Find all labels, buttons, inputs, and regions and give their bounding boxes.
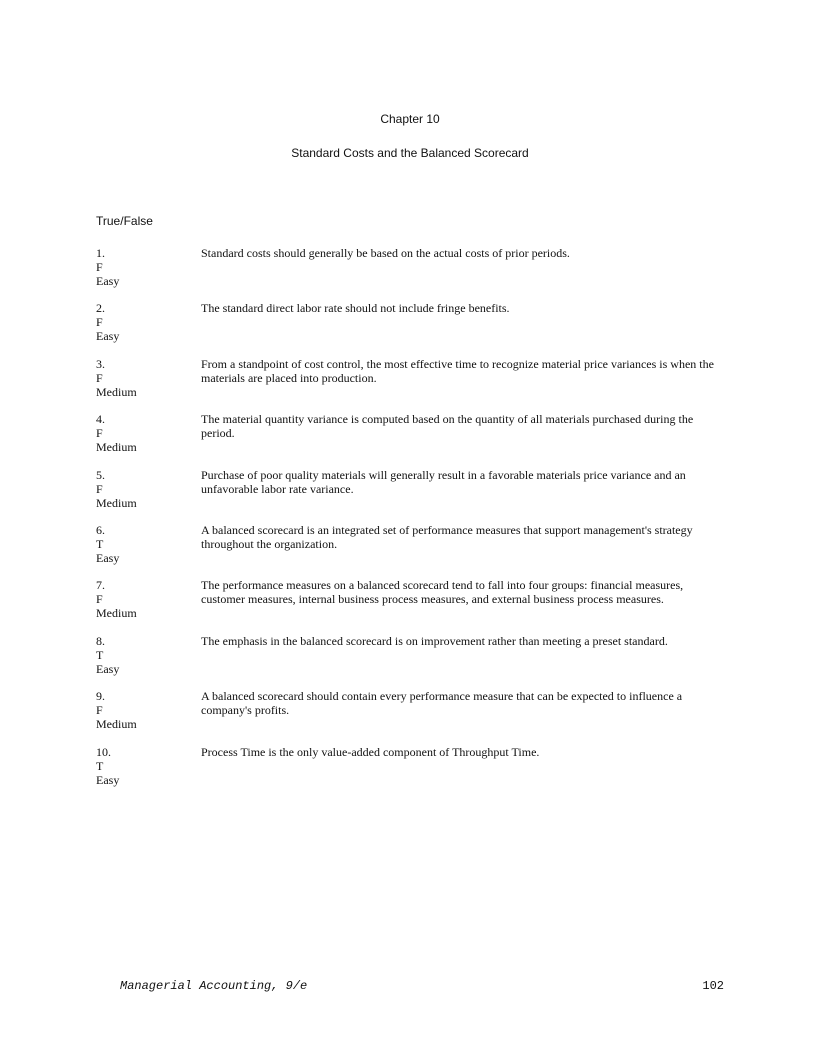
chapter-title: Standard Costs and the Balanced Scorecard [291,146,529,160]
question-item [96,634,736,689]
question-text: The performance measures on a balanced scorecard tend to fall into four groups: financial measures, customer measures, internal business process measures, and external business process measures. [201,578,684,607]
question-difficulty: Medium [96,606,137,621]
question-meta [96,523,196,565]
question-answer: T [96,758,104,773]
question-text: From a standpoint of cost control, the most effective time to recognize material price variances is when the materials are placed into production. [201,356,714,385]
question-meta [96,246,196,288]
question-text: A balanced scorecard is an integrated set of performance measures that support management's strategy throughout the organization. [201,522,693,551]
question-list [96,246,736,800]
question-difficulty: Medium [96,495,137,510]
question-difficulty: Medium [96,440,137,455]
question-text: The material quantity variance is computed based on the quantity of all materials purchased during the period. [201,412,694,441]
question-number: 1. [96,246,105,260]
question-number: 2. [96,301,105,316]
question-answer: F [96,592,103,607]
question-text: Process Time is the only value-added component of Throughput Time. [201,744,540,759]
question-text: A balanced scorecard should contain every performance measure that can be expected to influence a company's profits. [201,689,683,718]
section-heading: True/False [96,214,153,228]
question-text: Standard costs should generally be based on the actual costs of prior periods. [201,246,570,260]
question-item [96,301,736,356]
question-item [96,578,736,633]
question-meta [96,301,196,343]
question-number: 6. [96,522,105,537]
question-item [96,412,736,467]
question-number: 4. [96,412,105,427]
question-answer: F [96,481,103,496]
question-meta [96,357,196,399]
question-meta [96,412,196,454]
question-meta [96,578,196,620]
footer-book-title: Managerial Accounting, 9/e [120,979,308,993]
question-item [96,357,736,412]
question-number: 7. [96,578,105,593]
question-answer: F [96,370,103,385]
question-difficulty: Easy [96,772,120,787]
question-item [96,745,736,800]
question-text: The standard direct labor rate should not include fringe benefits. [201,301,510,316]
question-difficulty: Easy [96,661,120,676]
chapter-number: Chapter 10 [380,112,440,126]
question-difficulty: Easy [96,274,120,288]
question-text: The emphasis in the balanced scorecard is on improvement rather than meeting a preset standard. [201,633,668,648]
question-answer: F [96,260,103,274]
question-number: 9. [96,689,105,704]
question-difficulty: Easy [96,550,120,565]
question-item [96,523,736,578]
question-answer: T [96,536,104,551]
question-item [96,246,736,301]
question-number: 10. [96,744,111,759]
question-meta [96,689,196,731]
question-answer: F [96,703,103,718]
question-item [96,468,736,523]
question-answer: F [96,426,103,441]
question-difficulty: Medium [96,717,137,732]
question-answer: T [96,647,104,662]
question-answer: F [96,315,103,330]
question-number: 8. [96,633,105,648]
question-difficulty: Medium [96,384,137,399]
question-meta [96,468,196,510]
question-meta [96,634,196,676]
question-number: 5. [96,467,105,482]
question-item [96,689,736,744]
question-number: 3. [96,356,105,371]
footer-page-number: 102 [702,979,724,993]
question-text: Purchase of poor quality materials will generally result in a favorable materials price variance and an unfavorable labor rate variance. [201,467,686,496]
question-meta [96,745,196,787]
question-difficulty: Easy [96,329,120,344]
